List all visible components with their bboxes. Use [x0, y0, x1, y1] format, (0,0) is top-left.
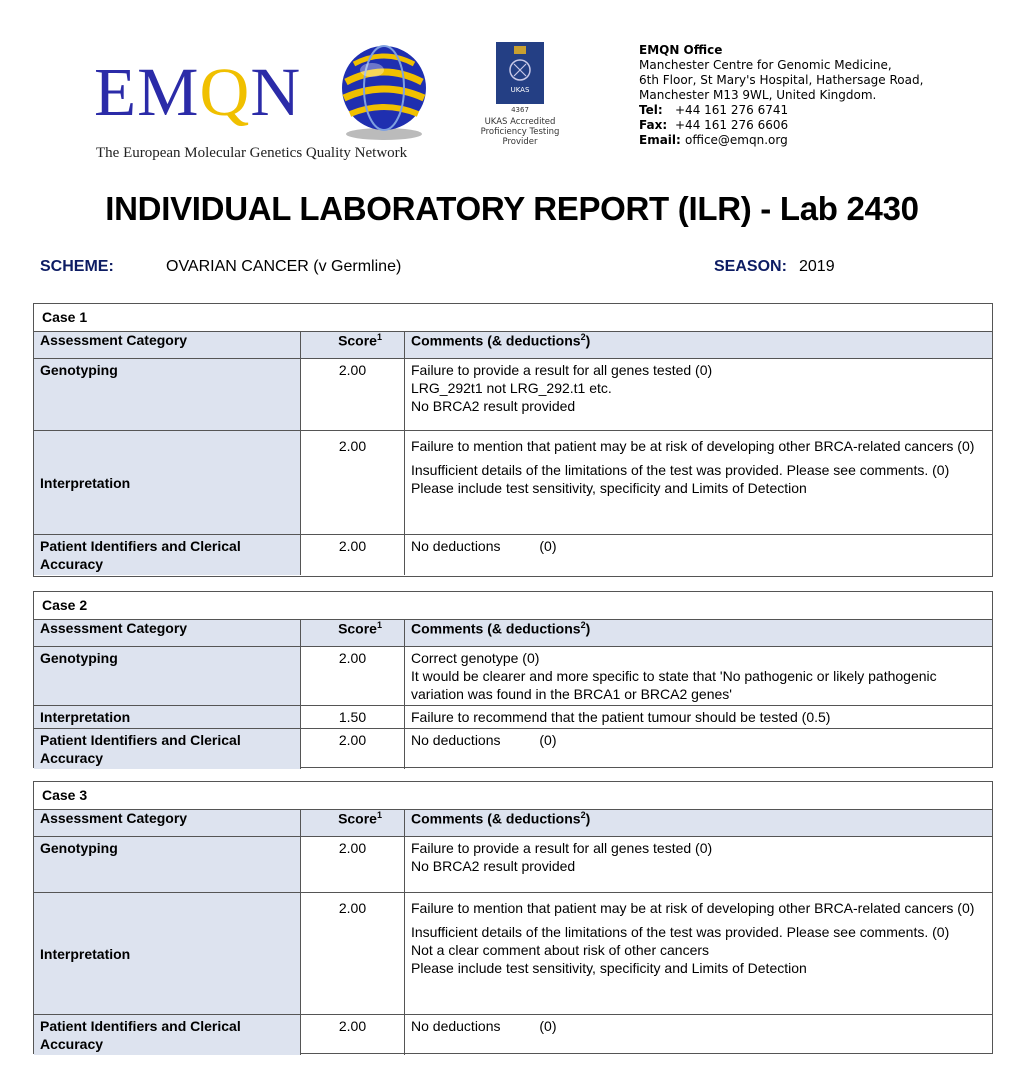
comments-cell: No deductions (0) [411, 538, 557, 554]
ukas-caption: UKAS Accredited Proficiency Testing Provider [480, 117, 560, 147]
comments-cell: Failure to mention that patient may be at risk of developing other BRCA-related cancers (0) Insufficient details of the limitations of the test was provided. Please see comments. (0) Please include test sensitivity, specificity and Limits of Detection [405, 431, 993, 535]
table-row [34, 706, 992, 729]
header-category: Assessment Category [34, 332, 301, 359]
case-title: Case 3 [34, 782, 992, 810]
tel-value: +44 161 276 6741 [675, 103, 789, 117]
score-cell: 2.00 [301, 359, 405, 431]
emqn-logo [86, 42, 431, 172]
scheme-label: SCHEME: [40, 258, 114, 275]
comments-cell: No deductions (0) [411, 732, 557, 748]
score-cell: 2.00 [301, 535, 405, 576]
case-3-table [33, 781, 993, 1054]
comments-cell: No deductions (0) [411, 1018, 557, 1034]
svg-text:UKAS: UKAS [510, 86, 530, 94]
case-1-table [33, 303, 993, 577]
header-score: Score$^1$ [301, 620, 405, 647]
office-title: EMQN Office [639, 43, 723, 57]
tel-label: Tel: [639, 103, 663, 117]
category-cell: Genotyping [34, 647, 301, 706]
table-row [34, 535, 992, 576]
score-cell: 2.00 [301, 893, 405, 1015]
table-row [34, 431, 992, 535]
table-row [34, 1015, 992, 1056]
office-address-line: Manchester Centre for Genomic Medicine, [639, 58, 892, 72]
category-cell: Genotyping [34, 837, 301, 893]
category-cell: Interpretation [34, 893, 301, 1015]
score-cell: 1.50 [301, 706, 405, 729]
logo-tagline: The European Molecular Genetics Quality Network [96, 145, 408, 161]
header-category: Assessment Category [34, 810, 301, 837]
fax-label: Fax: [639, 118, 668, 132]
table-row [34, 647, 992, 706]
category-cell: Interpretation [34, 431, 301, 535]
score-cell: 2.00 [301, 729, 405, 770]
header-comments: Comments (& deductions$^2$) [405, 810, 993, 837]
category-cell: Patient Identifiers and Clerical Accuracy [34, 535, 301, 576]
logo-wordmark: EMQN [94, 54, 302, 130]
table-row [34, 359, 992, 431]
case-title: Case 1 [34, 304, 992, 332]
scheme-value: OVARIAN CANCER (v Germline) [166, 258, 402, 275]
office-address-line: Manchester M13 9WL, United Kingdom. [639, 88, 877, 102]
comments-cell: Correct genotype (0) It would be clearer and more specific to state that 'No pathogenic or likely pathogenic variation was found in the BRCA1 or BRCA2 genes' [405, 647, 993, 706]
category-cell: Patient Identifiers and Clerical Accuracy [34, 1015, 301, 1056]
comments-cell: Failure to provide a result for all genes tested (0) LRG_292t1 not LRG_292.t1 etc. No BRCA2 result provided [405, 359, 993, 431]
ukas-accreditation [470, 42, 570, 147]
email-value[interactable]: office@emqn.org [685, 133, 788, 147]
season-value: 2019 [799, 258, 835, 275]
table-row [34, 837, 992, 893]
comments-cell: Failure to provide a result for all genes tested (0) No BRCA2 result provided [405, 837, 993, 893]
score-cell: 2.00 [301, 1015, 405, 1056]
email-label: Email: [639, 133, 681, 147]
fax-value: +44 161 276 6606 [675, 118, 789, 132]
globe-icon [336, 42, 432, 142]
score-cell: 2.00 [301, 431, 405, 535]
office-address-line: 6th Floor, St Mary's Hospital, Hathersage Road, [639, 73, 924, 87]
comments-cell: Failure to mention that patient may be at risk of developing other BRCA-related cancers (0) Insufficient details of the limitations of the test was provided. Please see comments. (0) Not a clear comment about risk of other cancers Please include test sensitivity, specificity and Limits of Detection [405, 893, 993, 1015]
category-cell: Genotyping [34, 359, 301, 431]
ukas-badge-icon [496, 42, 544, 104]
table-row [34, 729, 992, 770]
header-score: Score$^1$ [301, 332, 405, 359]
case-2-table [33, 591, 993, 768]
header-category: Assessment Category [34, 620, 301, 647]
office-contact [639, 43, 923, 148]
ukas-number: 4367 [511, 106, 529, 114]
comments-cell: Failure to recommend that the patient tumour should be tested (0.5) [405, 706, 993, 729]
header-comments: Comments (& deductions$^2$) [405, 620, 993, 647]
category-cell: Interpretation [34, 706, 301, 729]
page-title: INDIVIDUAL LABORATORY REPORT (ILR) - Lab 2430 [105, 190, 919, 227]
header-comments: Comments (& deductions$^2$) [405, 332, 993, 359]
table-row [34, 893, 992, 1015]
case-title: Case 2 [34, 592, 992, 620]
score-cell: 2.00 [301, 647, 405, 706]
header-score: Score$^1$ [301, 810, 405, 837]
score-cell: 2.00 [301, 837, 405, 893]
category-cell: Patient Identifiers and Clerical Accuracy [34, 729, 301, 770]
season-label: SEASON: [714, 258, 787, 275]
